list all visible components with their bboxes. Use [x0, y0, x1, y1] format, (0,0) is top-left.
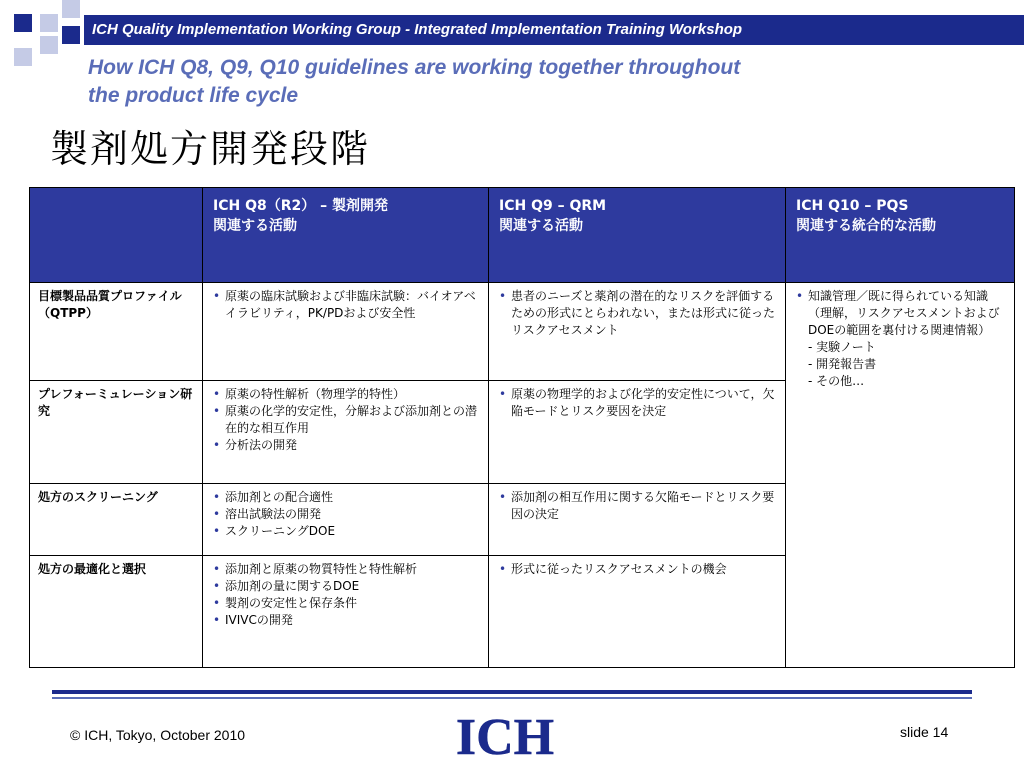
row-label: 処方の最適化と選択 [30, 556, 203, 668]
decor-square-3 [62, 0, 80, 18]
header-q9-line1: ICH Q9 – QRM [499, 198, 607, 214]
list-item: • 添加剤の相互作用に関する欠陥モードとリスク要因の決定 [497, 489, 777, 523]
list-item: • 原薬の化学的安定性，分解および添加剤との潜在的な相互作用 [211, 403, 480, 437]
header-bar [84, 15, 1024, 45]
subtitle-line2: the product life cycle [88, 84, 299, 107]
header-q8-line1: ICH Q8（R2） – 製剤開発 [213, 198, 388, 214]
header-q9-line2: 関連する活動 [499, 218, 583, 234]
header-group: ICH Quality Implementation Working Group - [92, 21, 415, 38]
header-q10-line2: 関連する統合的な活動 [796, 218, 936, 234]
decor-square-4 [40, 36, 58, 54]
header-cell-q9 [489, 188, 786, 283]
list-item: • 原薬の臨床試験および非臨床試験：バイオアベイラビリティ，PK/PDおよび安全性 [211, 288, 480, 322]
guideline-table [29, 187, 1015, 668]
list-item: • 添加剤の量に関するDOE [211, 578, 480, 595]
list-item: • 形式に従ったリスクアセスメントの機会 [497, 561, 777, 578]
table-row [30, 283, 1015, 381]
row-label: 目標製品品質プロファイル（QTPP） [30, 283, 203, 381]
list-item: • IVIVCの開発 [211, 612, 480, 629]
header-cell-empty [30, 188, 203, 283]
footer-divider [52, 690, 972, 694]
header-q8-line2: 関連する活動 [213, 218, 297, 234]
table-header-row [30, 188, 1015, 283]
list-item: • 溶出試験法の開発 [211, 506, 480, 523]
q8-cell [203, 283, 489, 381]
copyright-text: © ICH, Tokyo, October 2010 [70, 727, 246, 743]
ich-logo-text: ICH [455, 709, 555, 766]
header-q10-line1: ICH Q10 – PQS [796, 198, 909, 214]
footer-divider-thin [52, 697, 972, 699]
q10-sub-item: - 実験ノート [808, 340, 876, 354]
list-item: • 添加剤との配合適性 [211, 489, 480, 506]
q10-sub-item: - 開発報告書 [808, 357, 877, 371]
list-item: • スクリーニングDOE [211, 523, 480, 540]
list-item: • 分析法の開発 [211, 437, 480, 454]
q9-cell [489, 381, 786, 484]
list-item: • 原薬の物理学的および化学的安定性について，欠陥モードとリスク要因を決定 [497, 386, 777, 420]
list-item: • 患者のニーズと薬剤の潜在的なリスクを評価するための形式にとらわれない，または形式に従ったリスクアセスメント [497, 288, 777, 339]
decor-square-5 [14, 48, 32, 66]
row-label: プレフォーミュレーション研究 [30, 381, 203, 484]
subtitle-line1: How ICH Q8, Q9, Q10 guidelines are working together throughout [88, 56, 741, 79]
subtitle [88, 54, 968, 110]
q10-sub-item: - その他… [808, 374, 865, 388]
list-item: • 原薬の特性解析（物理学的特性） [211, 386, 480, 403]
q10-cell [786, 283, 1015, 668]
q9-cell [489, 283, 786, 381]
q8-cell [203, 381, 489, 484]
q9-cell [489, 556, 786, 668]
header-cell-q10 [786, 188, 1015, 283]
decor-square-6 [62, 26, 80, 44]
ich-logo [455, 704, 555, 766]
list-item: • 知識管理／既に得られている知識（理解，リスクアセスメントおよびDOEの範囲を裏付ける関連情報） [794, 288, 1006, 339]
list-item: • 添加剤と原薬の物質特性と特性解析 [211, 561, 480, 578]
q8-cell [203, 484, 489, 556]
page-title: 製剤処方開発段階 [50, 127, 371, 171]
decor-square-1 [14, 14, 32, 32]
header-workshop: Integrated Implementation Training Workshop [414, 21, 743, 38]
row-label: 処方のスクリーニング [30, 484, 203, 556]
list-item: • 製剤の安定性と保存条件 [211, 595, 480, 612]
q9-cell [489, 484, 786, 556]
header-cell-q8 [203, 188, 489, 283]
q8-cell [203, 556, 489, 668]
slide-number: slide 14 [900, 724, 949, 740]
decor-square-2 [40, 14, 58, 32]
